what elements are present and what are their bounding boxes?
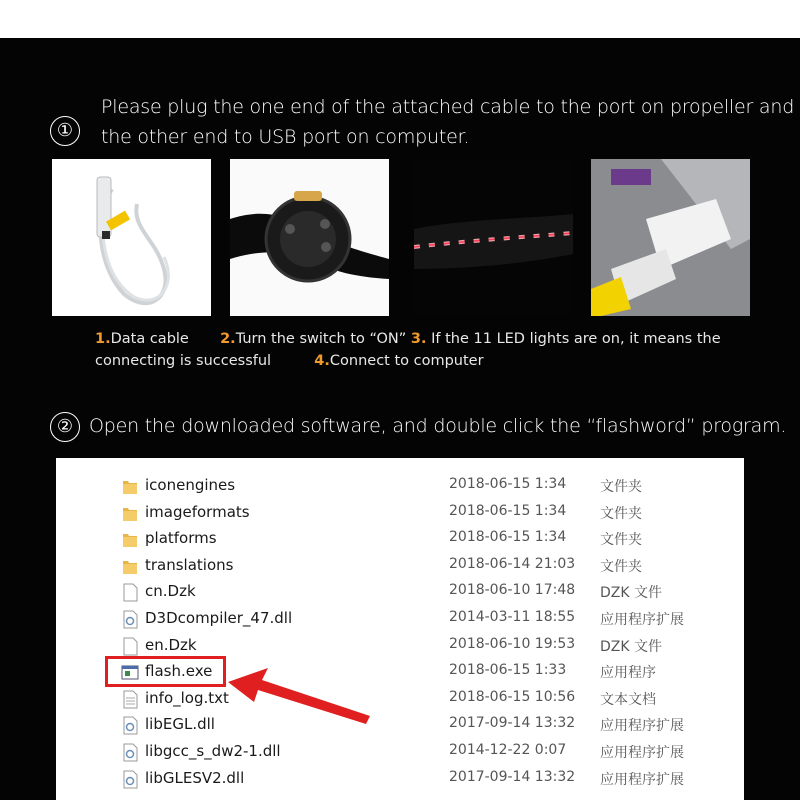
file-row[interactable] — [56, 740, 744, 766]
file-name: imageformats — [145, 502, 250, 521]
file-date: 2014-12-22 0:07 — [449, 742, 567, 758]
file-type: 文本文档 — [600, 691, 656, 708]
file-date: 2018-06-10 17:48 — [449, 582, 576, 599]
folder-icon — [121, 504, 139, 523]
caption-3-number: 3. — [410, 331, 427, 347]
file-row[interactable] — [56, 527, 744, 553]
file-row[interactable] — [56, 607, 744, 633]
file-row[interactable] — [56, 501, 744, 527]
text-file-icon — [121, 690, 139, 709]
file-type: 应用程序扩展 — [600, 771, 684, 788]
caption-2-text: Turn the switch to “ON” — [235, 331, 407, 347]
file-name: libEGL.dll — [145, 715, 215, 734]
dll-icon — [121, 743, 139, 762]
folder-icon — [121, 477, 139, 496]
caption-4-number: 4. — [314, 353, 330, 369]
caption-3-continued: connecting is successful — [95, 353, 272, 369]
file-date: 2018-06-15 1:34 — [449, 529, 567, 546]
file-name: libGLESV2.dll — [145, 768, 245, 787]
file-date: 2018-06-15 1:33 — [449, 662, 567, 679]
step-2-number: ② — [50, 412, 80, 442]
file-type: DZK 文件 — [600, 638, 663, 655]
file-type: 文件夹 — [600, 505, 642, 522]
dll-icon — [121, 770, 139, 789]
step-1-line-2: the other end to USB port on computer. — [101, 126, 470, 148]
folder-icon — [121, 530, 139, 549]
connect-computer-photo — [591, 159, 750, 316]
file-type: 应用程序扩展 — [600, 612, 684, 628]
file-date: 2017-09-14 13:32 — [449, 715, 576, 732]
file-type: DZK 文件 — [600, 585, 663, 602]
file-name: en.Dzk — [145, 635, 197, 654]
file-name: info_log.txt — [145, 688, 229, 707]
file-date: 2017-09-14 13:32 — [449, 768, 576, 785]
file-name: platforms — [145, 529, 217, 548]
file-type: 应用程序扩展 — [600, 718, 684, 735]
file-date: 2018-06-15 10:56 — [449, 688, 576, 705]
file-name: D3Dcompiler_47.dll — [145, 609, 293, 627]
file-date: 2018-06-14 21:03 — [449, 555, 576, 572]
file-row[interactable] — [56, 767, 744, 793]
file-name: iconengines — [145, 476, 236, 494]
file-date: 2018-06-15 1:34 — [449, 502, 567, 519]
file-date: 2014-03-11 18:55 — [449, 609, 576, 625]
file-type: 文件夹 — [600, 479, 642, 495]
folder-icon — [121, 557, 139, 576]
red-arrow-icon — [220, 662, 380, 732]
file-explorer-list — [56, 458, 744, 800]
file-name: flash.exe — [145, 662, 213, 681]
caption-line-1 — [95, 328, 721, 350]
caption-1-number: 1. — [95, 331, 111, 347]
file-row[interactable] — [56, 580, 744, 606]
dll-icon — [121, 716, 139, 735]
caption-1-text: Data cable — [110, 331, 189, 347]
file-type: 应用程序 — [600, 665, 656, 682]
caption-line-2 — [95, 350, 484, 372]
dll-icon — [121, 610, 139, 629]
step-2-text: Open the downloaded software, and double click the “flashword” program. — [89, 415, 787, 437]
led-lights-photo — [414, 159, 573, 316]
caption-3-text: If the 11 LED lights are on, it means the — [426, 331, 721, 347]
caption-2-number: 2. — [220, 331, 236, 347]
file-date: 2018-06-15 1:34 — [449, 476, 567, 492]
file-name: cn.Dzk — [145, 582, 196, 601]
caption-4-text: Connect to computer — [329, 353, 484, 369]
propeller-switch-photo — [230, 159, 389, 316]
step-1-number: ① — [50, 116, 80, 146]
file-icon — [121, 583, 139, 602]
file-type: 应用程序扩展 — [600, 745, 684, 761]
file-icon — [121, 637, 139, 656]
file-row[interactable] — [56, 687, 744, 713]
file-row[interactable] — [56, 474, 744, 500]
file-type: 文件夹 — [600, 532, 642, 549]
file-row[interactable] — [56, 713, 744, 739]
file-name: translations — [145, 555, 234, 574]
data-cable-photo — [52, 159, 211, 316]
file-date: 2018-06-10 19:53 — [449, 635, 576, 652]
step-1-line-1: Please plug the one end of the attached cable to the port on propeller and — [101, 96, 795, 118]
file-name: libgcc_s_dw2-1.dll — [145, 742, 281, 760]
flash-exe-highlight-box — [105, 656, 226, 687]
file-type: 文件夹 — [600, 558, 642, 575]
file-row[interactable] — [56, 554, 744, 580]
